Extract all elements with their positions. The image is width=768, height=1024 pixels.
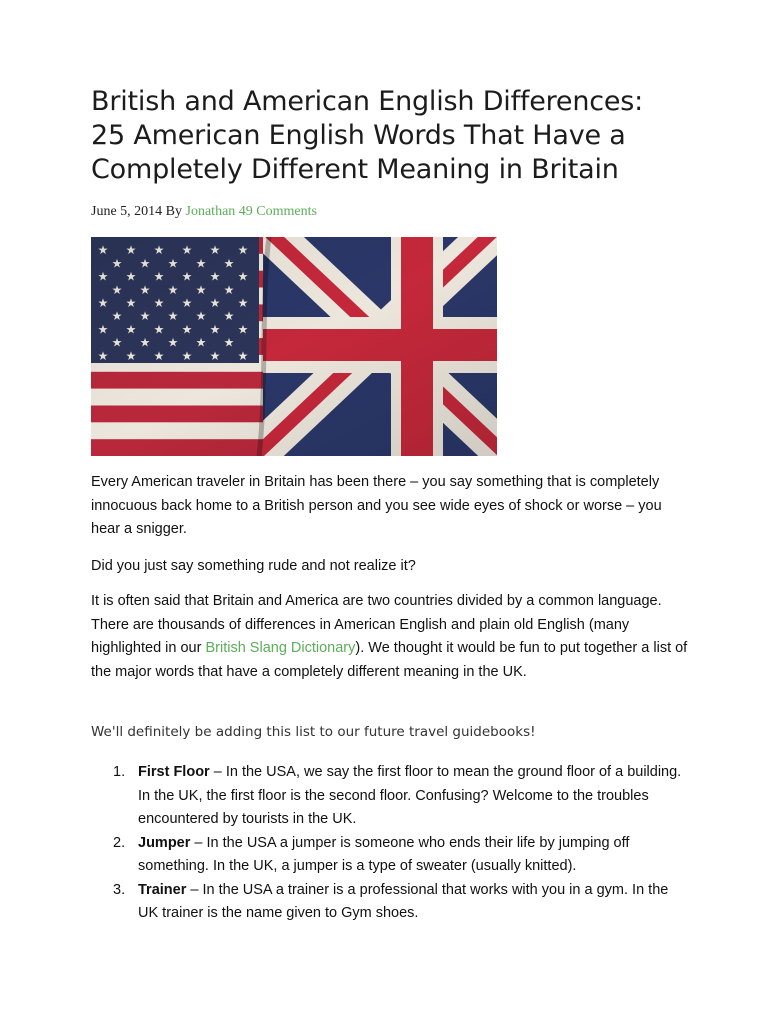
title-line: 25 American English Words That Have a — [91, 120, 626, 151]
post-date: June 5, 2014 — [91, 204, 163, 219]
title-line: British and American English Differences: — [91, 86, 644, 117]
guidebook-paragraph: We'll definitely be adding this list to our future travel guidebooks! — [91, 724, 536, 740]
list-item — [91, 761, 691, 832]
flags-image — [91, 237, 497, 456]
question-paragraph: Did you just say something rude and not realize it? — [91, 558, 416, 574]
list-definition: – In the USA a jumper is someone who ends their life by jumping off something. In the UK, a jumper is a type of sweater (usually knitted). — [138, 834, 630, 874]
list-definition: – In the USA a trainer is a professional that works with you in a gym. In the UK trainer is the name given to Gym shoes. — [138, 881, 669, 921]
slang-dictionary-link[interactable]: British Slang Dictionary — [205, 640, 356, 656]
list-number: 2. — [113, 834, 126, 851]
list-definition: – In the USA, we say the first floor to mean the ground floor of a building. In the UK, the first floor is the second floor. Confusing? Welcome to the troubles encountered by tourists in the UK. — [138, 764, 682, 827]
list-term: First Floor — [138, 764, 210, 780]
context-paragraph — [91, 590, 691, 684]
intro-paragraph: Every American traveler in Britain has been there – you say something that is completely innocuous back home to a British person and you see wide eyes of shock or worse – you hear a snigger. — [91, 474, 662, 537]
list-item — [91, 832, 691, 879]
title-line: Completely Different Meaning in Britain — [91, 154, 619, 185]
list-term: Jumper — [138, 834, 191, 851]
differences-list — [91, 761, 691, 926]
comments-link[interactable]: 49 Comments — [238, 204, 317, 219]
list-term: Trainer — [138, 881, 187, 898]
post-meta — [91, 203, 691, 221]
author-link[interactable]: Jonathan — [185, 204, 236, 219]
article-title — [91, 85, 711, 187]
list-item — [91, 879, 691, 926]
p3-text-after: ). We thought it would be fun to put together a list of the major words that have a completely different meaning in the UK. — [91, 640, 688, 680]
list-number: 1. — [113, 764, 126, 780]
by-label: By — [165, 204, 183, 219]
p3-text-before: It is often said that Britain and America are two countries divided by a common language. There are thousands of differences in American English and plain old English (many highlighted in our — [91, 593, 662, 656]
list-number: 3. — [113, 881, 126, 898]
